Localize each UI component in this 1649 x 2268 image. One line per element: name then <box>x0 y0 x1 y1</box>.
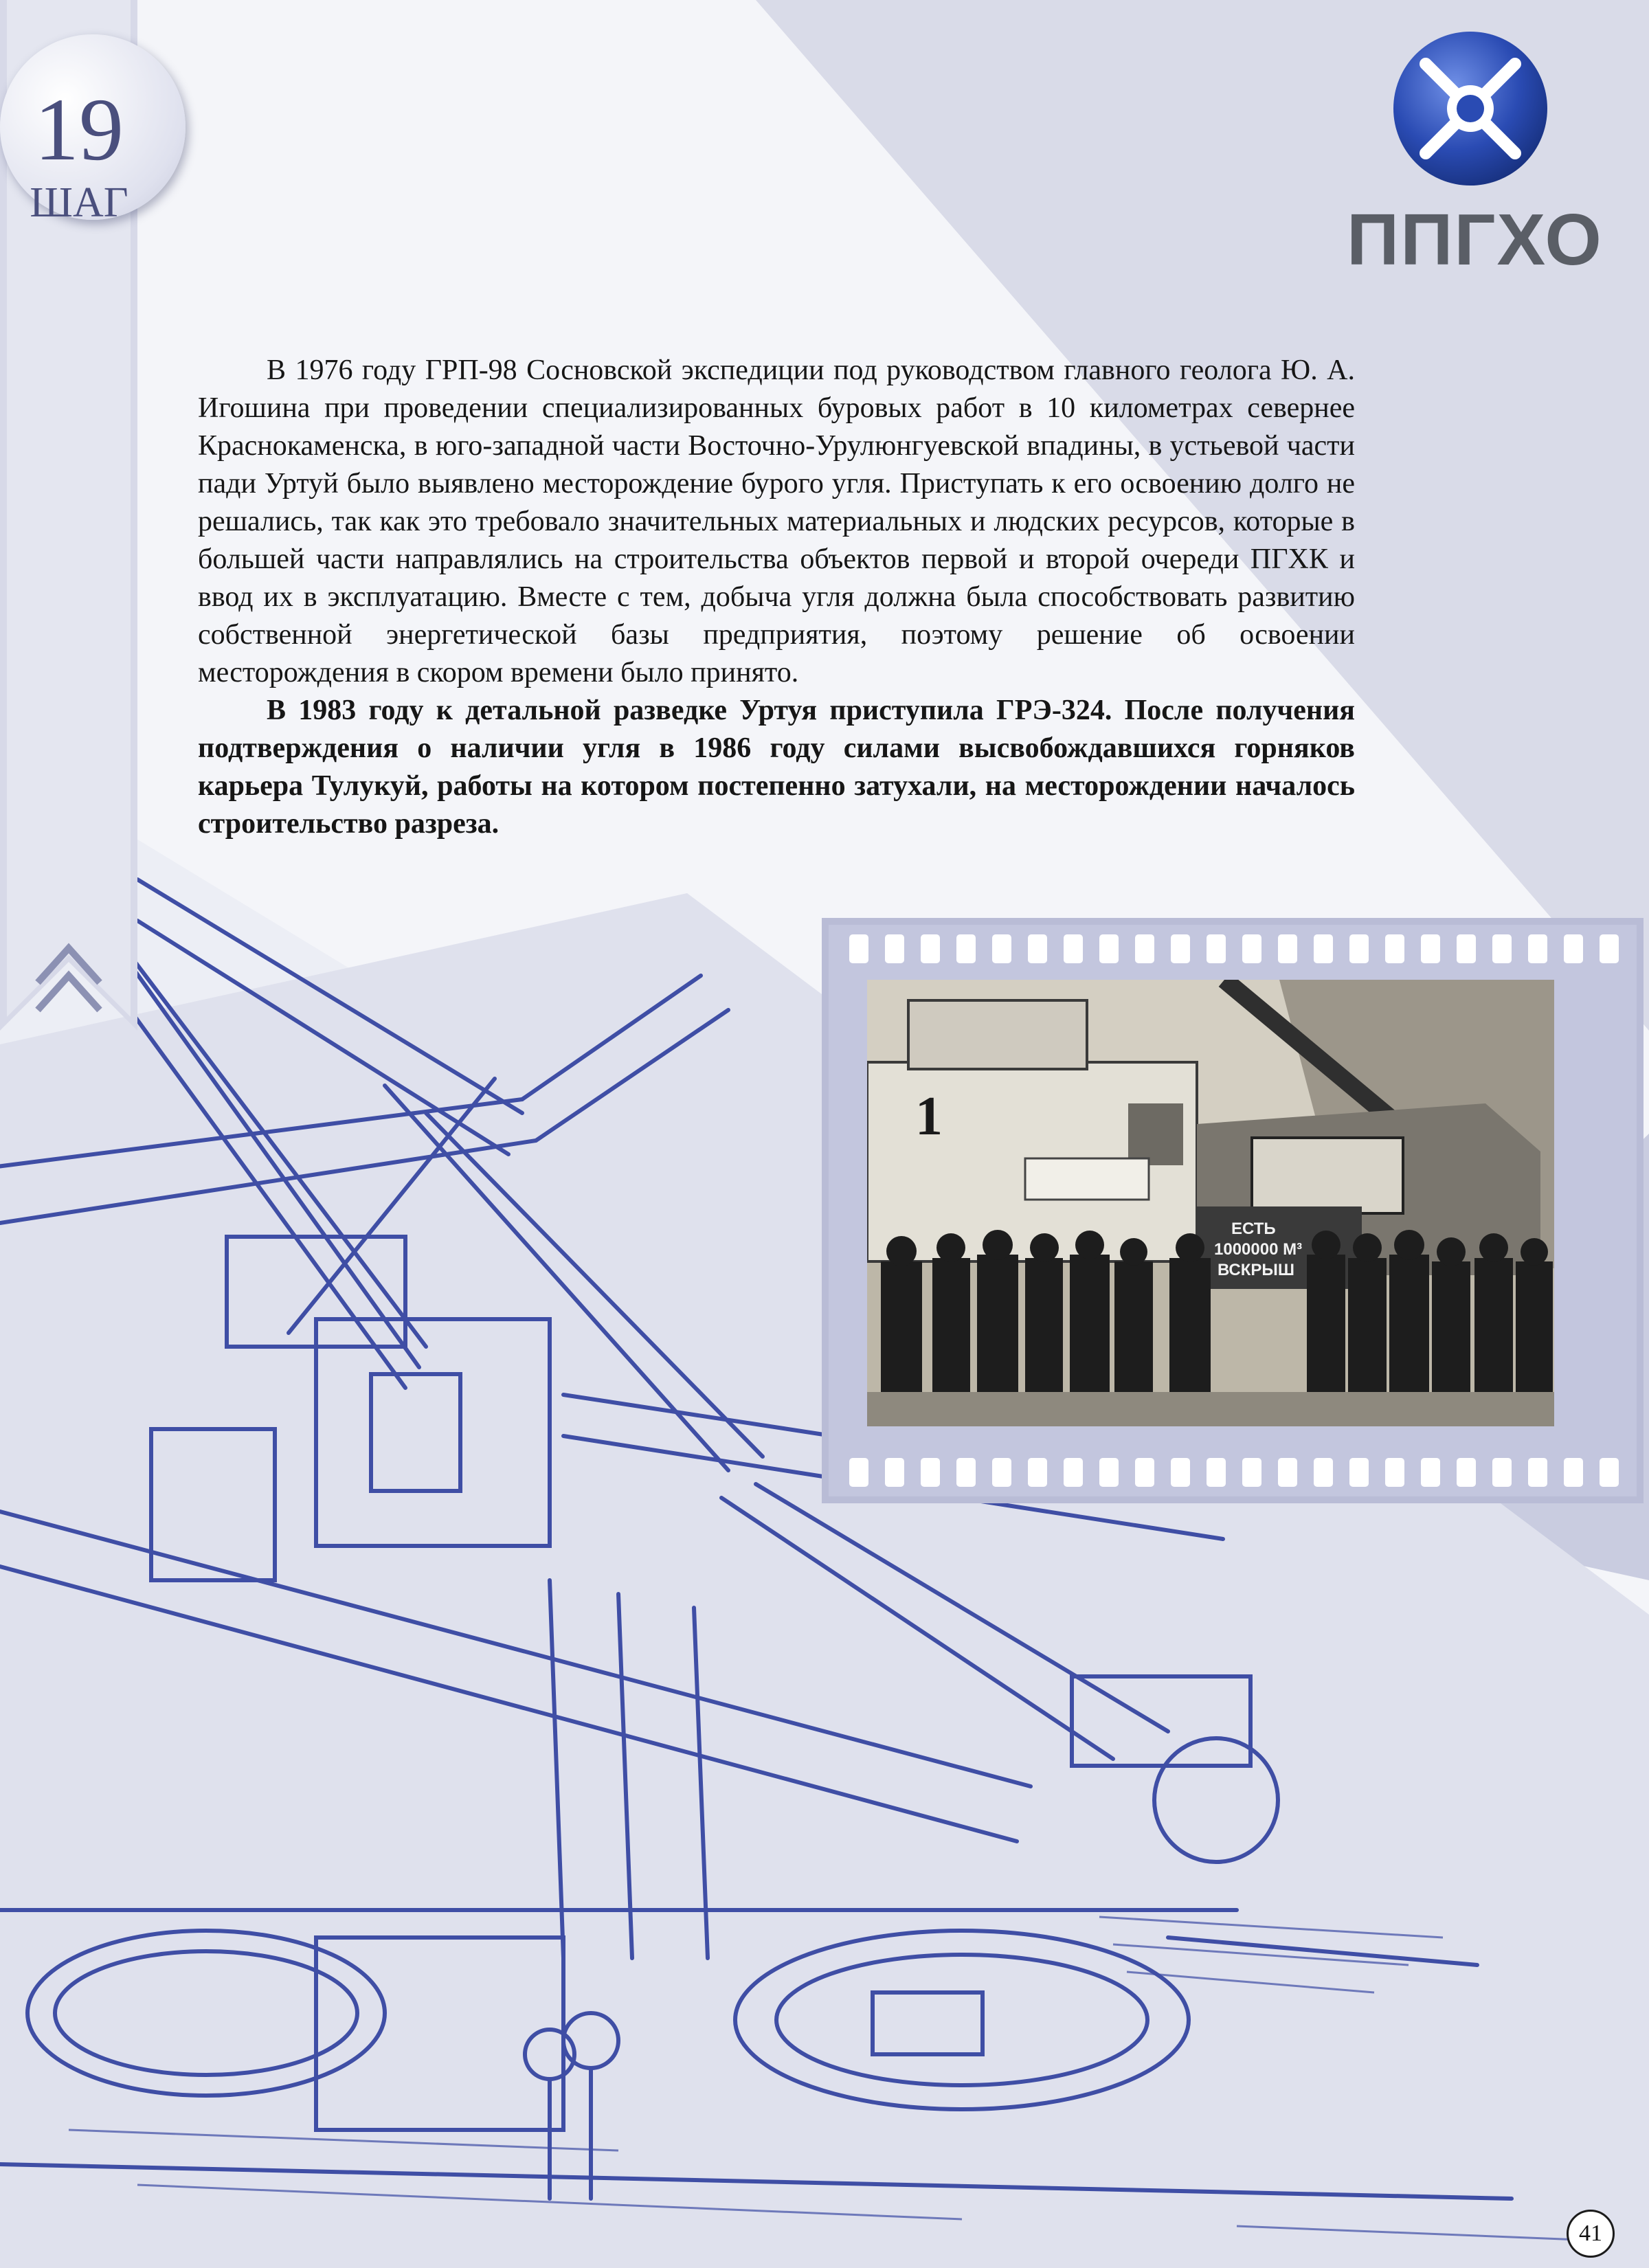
banner-line-1: ЕСТЬ <box>1231 1220 1276 1238</box>
step-label: ШАГ <box>30 179 128 226</box>
banner-line-2: 1000000 М³ <box>1214 1240 1303 1259</box>
paragraph-2: В 1983 году к детальной разведке Уртуя приступила ГРЭ-324. После получения подтверждения о наличии угля в 1986 году силами высвобождавшихся горняков карьера Тулукуй, работы на котором постепенно затухали, на месторождении началось строительство разреза. <box>198 695 1355 840</box>
step-badge <box>0 34 186 226</box>
photo-scene <box>867 980 1554 1426</box>
step-number: 19 <box>34 80 124 179</box>
excavator-number: 1 <box>915 1086 943 1147</box>
paragraph-1: В 1976 году ГРП-98 Сосновской экспедиции под руководством главного геолога Ю. А. Игошина при проведении специализированных буровых работ в 10 километрах севернее Краснокаменска, в юго-западной части Восточно-Урулюнгуевской впадины, в устьевой части пади Уртуй было выявлено месторождение бурого угля. Приступать к его освоению долго не решались, так как это требовало значительных материальных и людских ресурсов, которые в большей части направлялись на строительства объектов первой и второй очереди ПГХК и ввод их в эксплуатацию. Вместе с тем, добыча угля должна была способствовать развитию собственной энергетической базы предприятия, поэтому решение об освоении месторождения в скором времени было принято. <box>198 355 1355 688</box>
ppgkho-logo-icon <box>1388 26 1553 191</box>
page-number: 41 <box>1567 2210 1615 2258</box>
banner-line-3: ВСКРЫШ <box>1218 1261 1295 1279</box>
archive-photo <box>867 980 1554 1426</box>
brand-name: ППГХО <box>1347 199 1603 280</box>
article-text <box>198 352 1355 843</box>
